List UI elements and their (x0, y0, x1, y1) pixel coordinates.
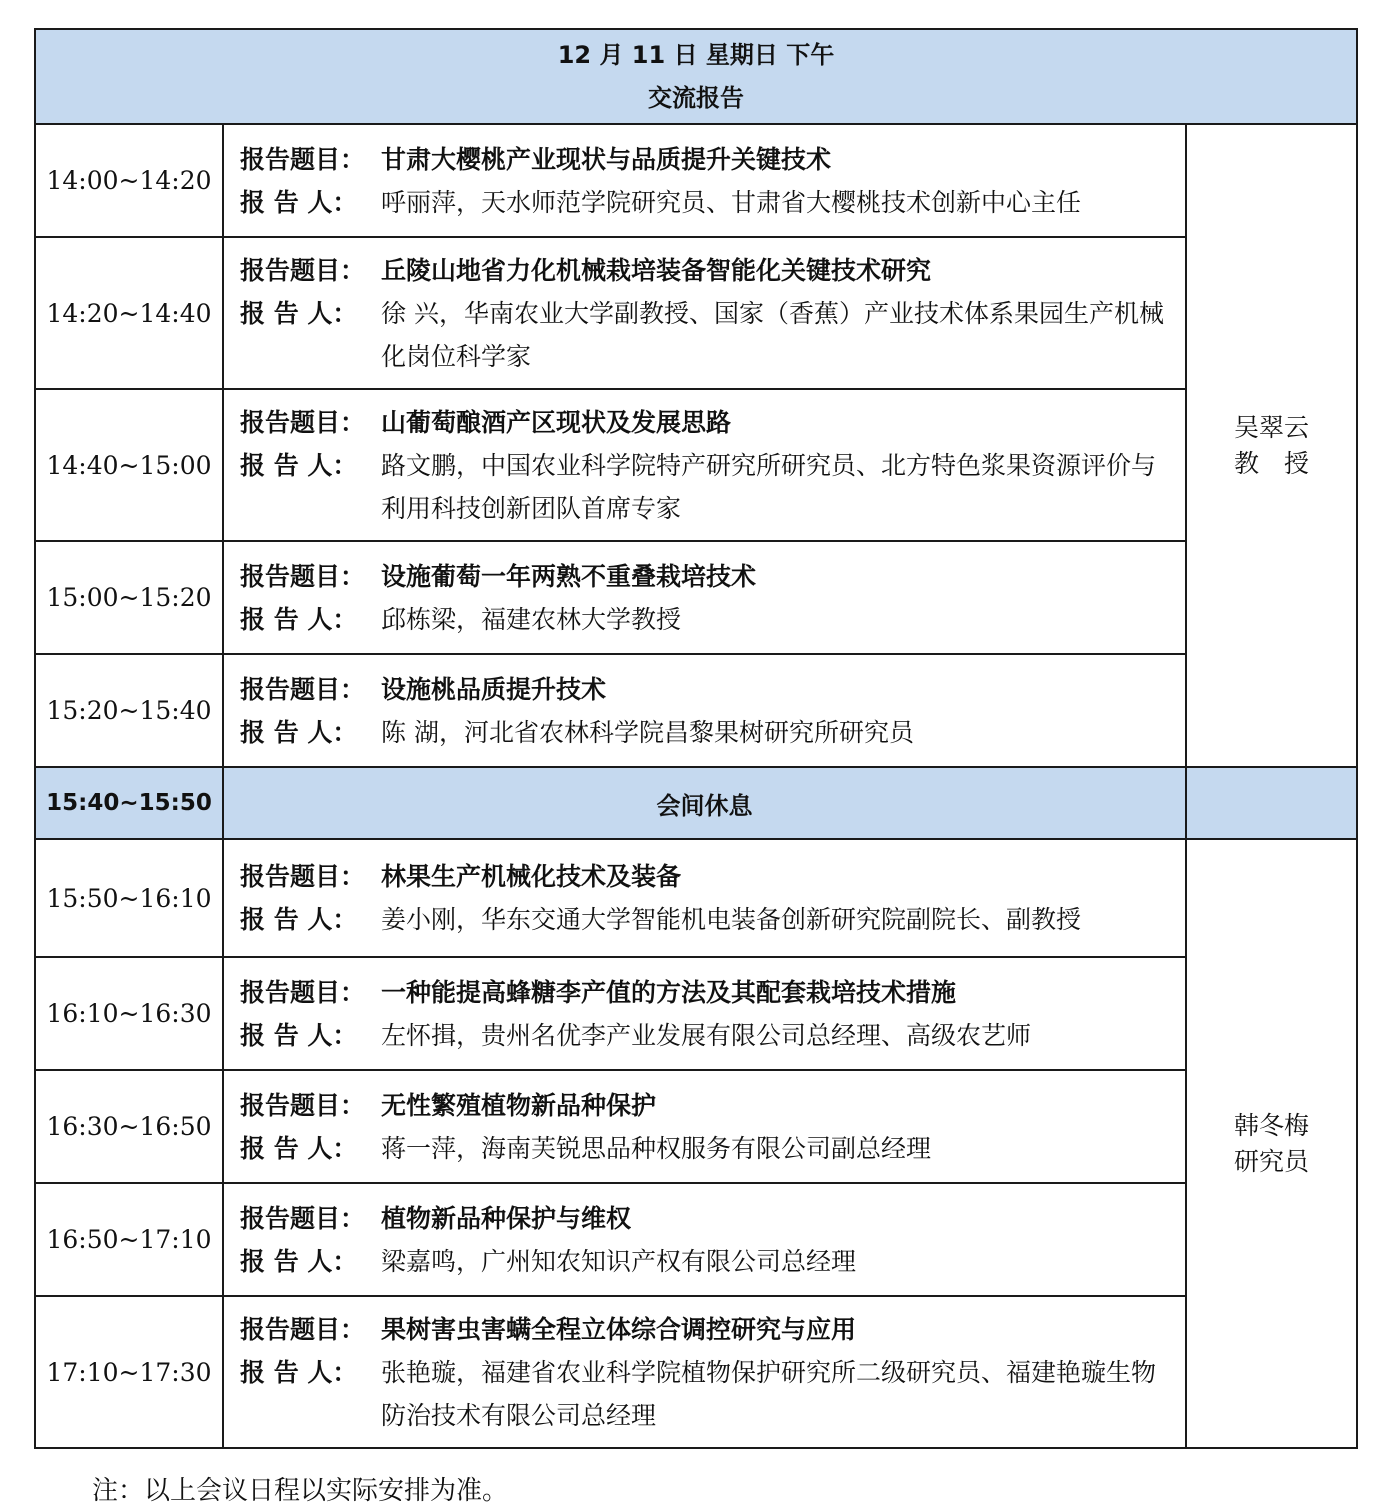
break-label: 会间休息 (223, 767, 1186, 839)
talk-time: 15:50~16:10 (35, 839, 223, 957)
talk-speaker: 左怀揖，贵州名优李产业发展有限公司总经理、高级农艺师 (381, 1020, 1032, 1050)
topic-label: 报告题目： (240, 977, 366, 1007)
talk-topic: 植物新品种保护与维权 (381, 1203, 632, 1233)
speaker-label: 报 告 人： (240, 717, 358, 747)
talk-row (35, 957, 1357, 1070)
session-title: 交流报告 (648, 83, 744, 112)
talk-content (223, 957, 1186, 1070)
talk-content (223, 541, 1186, 654)
talk-time: 17:10~17:30 (35, 1296, 223, 1448)
talk-topic: 无性繁殖植物新品种保护 (381, 1090, 657, 1120)
session-date: 12 月 11 日 星期日 下午 (557, 40, 835, 69)
talk-row (35, 389, 1357, 541)
speaker-label: 报 告 人： (240, 905, 358, 934)
talk-speaker: 梁嘉鸣，广州知农知识产权有限公司总经理 (381, 1246, 857, 1276)
talk-speaker: 张艳璇，福建省农业科学院植物保护研究所二级研究员、福建艳璇生物防治技术有限公司总经理 (381, 1357, 1157, 1430)
talk-topic: 果树害虫害螨全程立体综合调控研究与应用 (381, 1314, 857, 1344)
talk-speaker: 呼丽萍，天水师范学院研究员、甘肃省大樱桃技术创新中心主任 (381, 187, 1082, 217)
session-header (35, 29, 1357, 124)
talk-content (223, 237, 1186, 389)
talk-time: 15:20~15:40 (35, 654, 223, 767)
break-time: 15:40~15:50 (35, 767, 223, 839)
talk-content (223, 654, 1186, 767)
topic-label: 报告题目： (240, 1090, 366, 1120)
talk-time: 14:40~15:00 (35, 389, 223, 541)
talk-time: 16:30~16:50 (35, 1070, 223, 1183)
talk-speaker: 蒋一萍，海南芙锐思品种权服务有限公司副总经理 (381, 1133, 932, 1163)
topic-label: 报告题目： (240, 255, 366, 285)
talk-content (223, 1296, 1186, 1448)
talk-row (35, 124, 1357, 237)
speaker-label: 报 告 人： (240, 1246, 358, 1276)
speaker-label: 报 告 人： (240, 1357, 358, 1387)
talk-time: 16:10~16:30 (35, 957, 223, 1070)
talk-row (35, 654, 1357, 767)
topic-label: 报告题目： (240, 862, 366, 891)
break-empty-cell (1186, 767, 1357, 839)
talk-time: 16:50~17:10 (35, 1183, 223, 1296)
talk-row (35, 1183, 1357, 1296)
talk-content (223, 1183, 1186, 1296)
talk-row (35, 1070, 1357, 1183)
speaker-label: 报 告 人： (240, 298, 358, 328)
speaker-label: 报 告 人： (240, 450, 358, 480)
chair-title: 研究员 (1233, 1146, 1309, 1176)
talk-content (223, 124, 1186, 237)
talk-row (35, 541, 1357, 654)
session-chair (1186, 124, 1357, 767)
topic-label: 报告题目： (240, 1314, 366, 1344)
session-chair (1186, 839, 1357, 1448)
talk-topic: 设施桃品质提升技术 (381, 674, 607, 704)
talk-topic: 一种能提高蜂糖李产值的方法及其配套栽培技术措施 (381, 977, 957, 1007)
talk-topic: 甘肃大樱桃产业现状与品质提升关键技术 (381, 144, 832, 174)
talk-speaker: 姜小刚，华东交通大学智能机电装备创新研究院副院长、副教授 (381, 905, 1082, 934)
talk-time: 15:00~15:20 (35, 541, 223, 654)
talk-speaker: 徐 兴，华南农业大学副教授、国家（香蕉）产业技术体系果园生产机械化岗位科学家 (381, 298, 1164, 371)
session-header-row (35, 29, 1357, 124)
chair-name: 吴翠云 (1233, 412, 1309, 442)
talk-topic: 山葡萄酿酒产区现状及发展思路 (381, 407, 732, 437)
talk-topic: 设施葡萄一年两熟不重叠栽培技术 (381, 561, 757, 591)
schedule-table (34, 28, 1358, 1449)
talk-row (35, 237, 1357, 389)
topic-label: 报告题目： (240, 407, 366, 437)
topic-label: 报告题目： (240, 1203, 366, 1233)
speaker-label: 报 告 人： (240, 604, 358, 634)
talk-row (35, 1296, 1357, 1448)
topic-label: 报告题目： (240, 561, 366, 591)
talk-topic: 丘陵山地省力化机械栽培装备智能化关键技术研究 (381, 255, 932, 285)
topic-label: 报告题目： (240, 674, 366, 704)
speaker-label: 报 告 人： (240, 187, 358, 217)
talk-content (223, 839, 1186, 957)
talk-time: 14:20~14:40 (35, 237, 223, 389)
chair-name: 韩冬梅 (1233, 1110, 1309, 1140)
speaker-label: 报 告 人： (240, 1133, 358, 1163)
talk-content (223, 389, 1186, 541)
talk-time: 14:00~14:20 (35, 124, 223, 237)
speaker-label: 报 告 人： (240, 1020, 358, 1050)
chair-title: 教 授 (1233, 448, 1309, 478)
talk-speaker: 路文鹏，中国农业科学院特产研究所研究员、北方特色浆果资源评价与利用科技创新团队首席专家 (381, 450, 1157, 523)
talk-content (223, 1070, 1186, 1183)
footnote: 注：以上会议日程以实际安排为准。 (92, 1476, 509, 1506)
break-row (35, 767, 1357, 839)
talk-speaker: 陈 湖，河北省农林科学院昌黎果树研究所研究员 (381, 717, 914, 747)
topic-label: 报告题目： (240, 144, 366, 174)
talk-topic: 林果生产机械化技术及装备 (381, 862, 682, 891)
talk-speaker: 邱栋梁，福建农林大学教授 (381, 604, 682, 634)
talk-row (35, 839, 1357, 957)
